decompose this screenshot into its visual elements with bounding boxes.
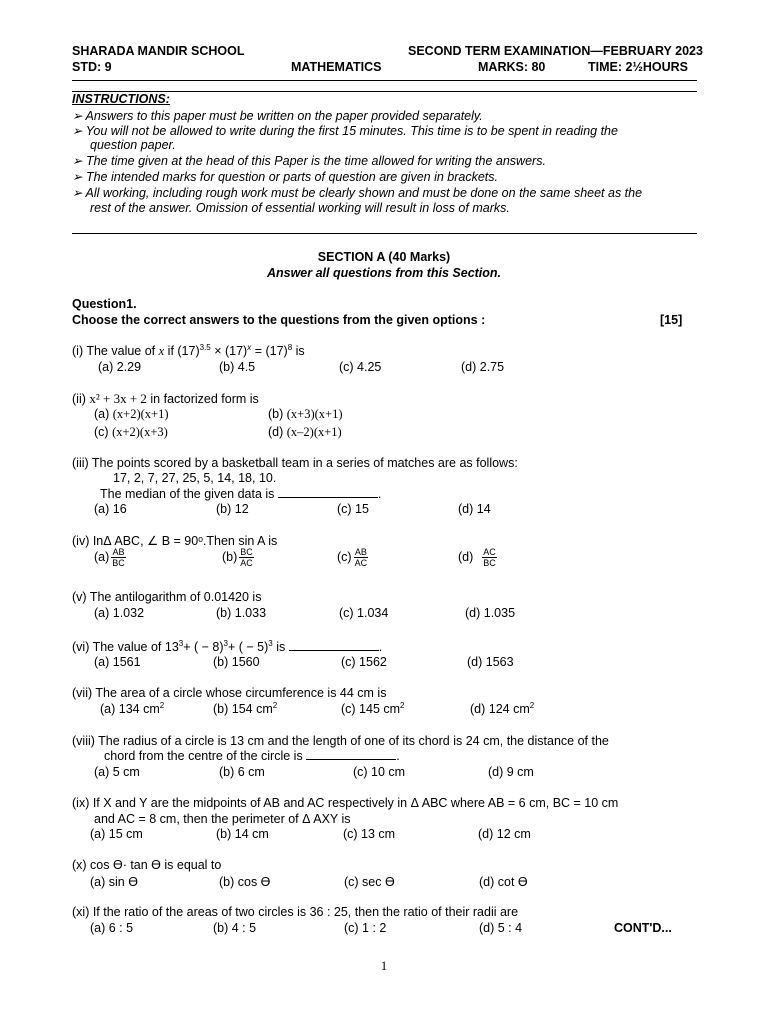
- option-b: (b) 4 : 5: [213, 921, 257, 935]
- option-b: (b) (x+3)(x+1): [268, 407, 343, 421]
- question-iv: (iv) InΔ ABC, ∠ B = 90ᵒ.Then sin A is: [72, 534, 278, 548]
- fraction: $\frac{AC}{BC}$: [483, 547, 496, 568]
- option-a: (a) sin ϴ: [90, 875, 138, 889]
- standard: STD: 9: [72, 60, 112, 74]
- option-c: (c) 1 : 2: [344, 921, 387, 935]
- question-i: (i) The value of x if $(17)^{3.5} \times (17)^x = (17)^8$ is: [72, 343, 305, 358]
- section-subtitle: Answer all questions from this Section.: [266, 266, 502, 280]
- option-a: (a) 15 cm: [90, 827, 143, 841]
- option-d: (d) 2.75: [461, 360, 505, 374]
- bullet-arrow-icon: ➢: [72, 124, 83, 138]
- data-values: 17, 2, 7, 27, 25, 5, 14, 18, 10.: [113, 471, 277, 485]
- option-b: (b) cos ϴ: [219, 875, 271, 889]
- option-d: (d) $\frac{AC}{BC}$: [458, 547, 496, 568]
- page-number: 1: [380, 959, 388, 973]
- question-viii: (viii) The radius of a circle is 13 cm and the length of one of its chord is 24 cm, the distance of the: [72, 734, 609, 748]
- fraction: $\frac{BC}{AC}$: [240, 547, 253, 568]
- option-a: (a) 5 cm: [94, 765, 140, 779]
- instructions-heading: INSTRUCTIONS:: [72, 92, 170, 106]
- answer-blank: [306, 749, 396, 760]
- bullet-arrow-icon: ➢: [72, 186, 83, 200]
- option-a: (a) $\frac{AB}{BC}$: [94, 547, 125, 568]
- option-c: (c) $\frac{AB}{AC}$: [337, 547, 368, 568]
- exam-title: SECOND TERM EXAMINATION—FEBRUARY 2023: [408, 44, 703, 58]
- school-name: SHARADA MANDIR SCHOOL: [72, 44, 245, 58]
- instruction-item: ➢ Answers to this paper must be written on the paper provided separately.: [72, 109, 483, 123]
- option-c: (c) (x+2)(x+3): [94, 425, 168, 439]
- option-d: (d) 12 cm: [478, 827, 531, 841]
- option-c: (c) 1562: [341, 655, 387, 669]
- option-a: (a) 1561: [94, 655, 141, 669]
- option-d: (d) 9 cm: [488, 765, 534, 779]
- fraction: $\frac{AB}{AC}$: [354, 547, 368, 568]
- question-iii-prompt: The median of the given data is .: [100, 487, 382, 501]
- option-c: (c) 145 $cm^2$: [341, 701, 405, 716]
- option-a: (a) 16: [94, 502, 127, 516]
- option-c: (c) sec ϴ: [344, 875, 395, 889]
- question-marks: [15]: [660, 313, 683, 327]
- question-vii: (vii) The area of a circle whose circumference is 44 cm is: [72, 686, 387, 700]
- option-b: (b) 1.033: [216, 606, 267, 620]
- option-b: (b) 6 cm: [219, 765, 265, 779]
- bullet-arrow-icon: ➢: [72, 170, 83, 184]
- option-d: (d) 14: [458, 502, 491, 516]
- question-v: (v) The antilogarithm of 0.01420 is: [72, 590, 262, 604]
- question-iii: (iii) The points scored by a basketball team in a series of matches are as follows:: [72, 456, 518, 470]
- answer-blank: [278, 487, 378, 498]
- total-marks: MARKS: 80: [478, 60, 546, 74]
- option-b: (b) 14 cm: [216, 827, 269, 841]
- question-ix-cont: and AC = 8 cm, then the perimeter of Δ AXY is: [94, 812, 351, 826]
- option-b: (b) 1560: [213, 655, 260, 669]
- continued-label: CONT'D...: [614, 921, 672, 935]
- instruction-item: ➢ You will not be allowed to write during the first 15 minutes. This time is to be spent in reading the: [72, 124, 618, 138]
- exam-time: TIME: 2½HOURS: [588, 60, 689, 74]
- instruction-item: ➢ All working, including rough work must be clearly shown and must be done on the same sheet as the: [72, 186, 643, 200]
- option-d: (d) (x–2)(x+1): [268, 425, 342, 439]
- option-a: (a) 1.032: [94, 606, 145, 620]
- question-x: (x) cos ϴ· tan ϴ is equal to: [72, 858, 222, 872]
- question-viii-cont: chord from the centre of the circle is .: [104, 749, 400, 763]
- question-vi: (vi) The value of $13^3+$ ( − 8)$^3$+ ( − 5)$^3$ is .: [72, 639, 383, 654]
- option-c: (c) 4.25: [339, 360, 382, 374]
- option-c: (c) 10 cm: [353, 765, 406, 779]
- answer-blank: [289, 640, 379, 651]
- option-b: (b) 154 $cm^2$: [213, 701, 278, 716]
- option-c: (c) 1.034: [339, 606, 389, 620]
- question-instruction: Choose the correct answers to the questions from the given options :: [72, 313, 486, 327]
- instruction-item: ➢ The time given at the head of this Paper is the time allowed for writing the answers.: [72, 154, 546, 168]
- option-a: (a) 6 : 5: [90, 921, 134, 935]
- option-d: (d) cot ϴ: [479, 875, 528, 889]
- option-a: (a) 2.29: [98, 360, 142, 374]
- instruction-item-continued: rest of the answer. Omission of essential working will result in loss of marks.: [90, 201, 510, 215]
- subject: MATHEMATICS: [291, 60, 382, 74]
- question-ix: (ix) If X and Y are the midpoints of AB and AC respectively in Δ ABC where AB = 6 cm, BC = 10 cm: [72, 796, 619, 810]
- option-a: (a) (x+2)(x+1): [94, 407, 169, 421]
- question-ii: (ii) x² + 3x + 2 in factorized form is: [72, 391, 259, 406]
- bullet-arrow-icon: ➢: [72, 154, 83, 168]
- option-d: (d) 124 $cm^2$: [470, 701, 535, 716]
- question-xi: (xi) If the ratio of the areas of two circles is 36 : 25, then the ratio of their radii are: [72, 905, 519, 919]
- question-title: Question1.: [72, 297, 137, 311]
- option-d: (d) 1563: [467, 655, 514, 669]
- option-d: (d) 1.035: [465, 606, 516, 620]
- section-title: SECTION A (40 Marks): [317, 250, 451, 264]
- fraction: $\frac{AB}{BC}$: [112, 547, 125, 568]
- bullet-arrow-icon: ➢: [72, 109, 83, 123]
- instruction-item-continued: question paper.: [90, 138, 176, 152]
- option-d: (d) 5 : 4: [479, 921, 523, 935]
- option-a: (a) 134 $cm^2$: [100, 701, 165, 716]
- instructions-divider: [72, 233, 697, 234]
- option-c: (c) 13 cm: [343, 827, 396, 841]
- option-b: (b) 12: [216, 502, 249, 516]
- option-b: (b) 4.5: [219, 360, 256, 374]
- instruction-item: ➢ The intended marks for question or parts of question are given in brackets.: [72, 170, 498, 184]
- header-divider: [72, 80, 697, 81]
- option-c: (c) 15: [337, 502, 369, 516]
- option-b: (b) $\frac{BC}{AC}$: [222, 547, 253, 568]
